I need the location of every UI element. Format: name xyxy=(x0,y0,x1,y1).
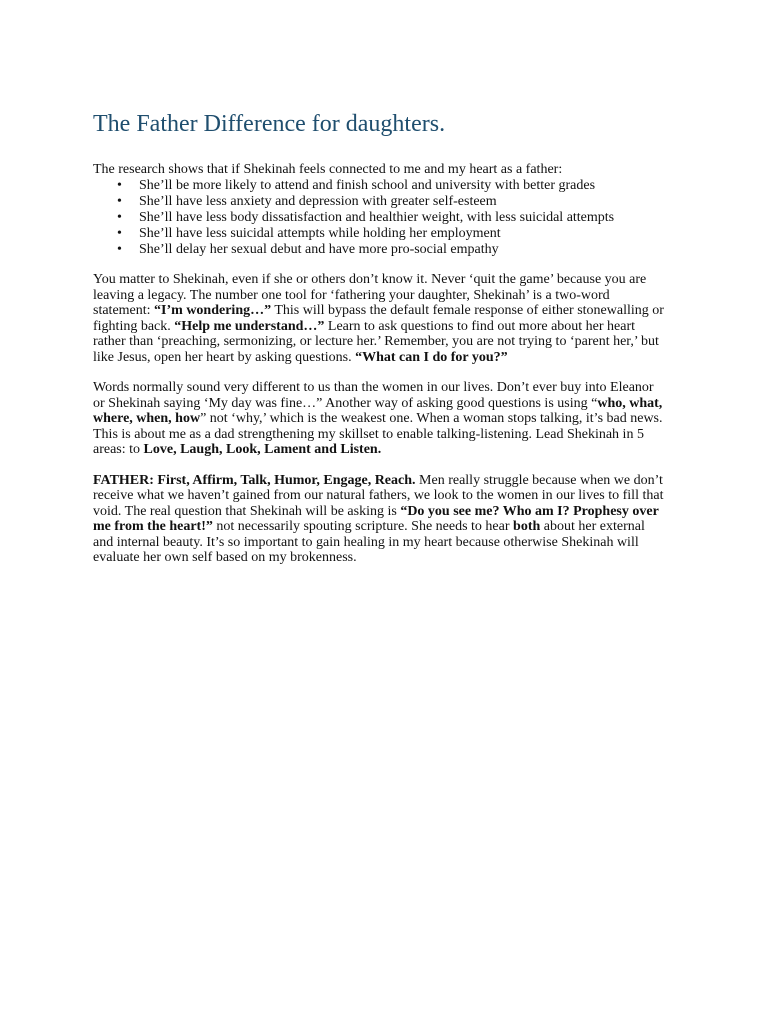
paragraph-father xyxy=(93,473,678,566)
text-line: receive what we haven’t gained from our natural fathers, we look to the women in our lives to fill that xyxy=(93,488,664,503)
list-item: • She’ll delay her sexual debut and have more pro-social empathy xyxy=(117,242,499,257)
text-line: or Shekinah saying ‘My day was fine…” Another way of asking good questions is using “who, what, xyxy=(93,395,663,411)
text-line: You matter to Shekinah, even if she or others don’t know it. Never ‘quit the game’ because you are xyxy=(93,272,647,287)
bullet-icon: • xyxy=(117,194,122,209)
text-line: areas: to Love, Laugh, Look, Lament and Listen. xyxy=(93,442,382,457)
paragraph-words xyxy=(93,380,678,458)
text-line: rather than ‘preaching, sermonizing, or lecture her.’ Remember, you are not trying to ‘parent her,’ but xyxy=(93,334,659,349)
bullet-icon: • xyxy=(117,226,122,241)
list-item: • She’ll be more likely to attend and finish school and university with better grades xyxy=(117,178,596,193)
text-line: void. The real question that Shekinah will be asking is “Do you see me? Who am I? Prophesy over xyxy=(93,503,659,519)
paragraph-you-matter xyxy=(93,272,678,365)
bullet-icon: • xyxy=(117,242,122,257)
text-line: This is about me as a dad strengthening my skillset to enable talking-listening. Lead Shekinah in 5 xyxy=(93,426,644,442)
bullet-icon: • xyxy=(117,178,122,193)
intro-text: The research shows that if Shekinah feels connected to me and my heart as a father: xyxy=(93,162,563,177)
list-item: • She’ll have less body dissatisfaction and healthier weight, with less suicidal attempts xyxy=(117,210,615,225)
text-line: FATHER: First, Affirm, Talk, Humor, Engage, Reach. Men really struggle because when we don’t xyxy=(93,472,663,488)
text-line: Words normally sound very different to us than the women in our lives. Don’t ever buy into Eleanor xyxy=(93,380,654,395)
document-page xyxy=(93,108,678,581)
text-line: statement: “I’m wondering…” This will bypass the default female response of either stonewalling or xyxy=(93,303,664,318)
text-line: leaving a legacy. The number one tool for ‘fathering your daughter, Shekinah’ is a two-word xyxy=(93,287,610,303)
text-line: and internal beauty. It’s so important to gain healing in my heart because otherwise Shekinah will xyxy=(93,534,639,550)
document-title: The Father Difference for daughters. xyxy=(93,111,446,137)
text-line: me from the heart!” not necessarily spouting scripture. She needs to hear both about her external xyxy=(93,519,645,534)
benefits-list xyxy=(93,178,678,258)
list-item: • She’ll have less suicidal attempts while holding her employment xyxy=(117,226,501,241)
list-item: • She’ll have less anxiety and depression with greater self-esteem xyxy=(117,194,497,209)
text-line: evaluate her own self based on my brokenness. xyxy=(93,550,357,565)
text-line: like Jesus, open her heart by asking questions. “What can I do for you?” xyxy=(93,349,508,365)
text-line: where, when, how” not ‘why,’ which is the weakest one. When a woman stops talking, it’s bad news. xyxy=(93,411,663,426)
text-line: fighting back. “Help me understand…” Learn to ask questions to find out more about her heart xyxy=(93,318,636,334)
bullet-icon: • xyxy=(117,210,122,225)
